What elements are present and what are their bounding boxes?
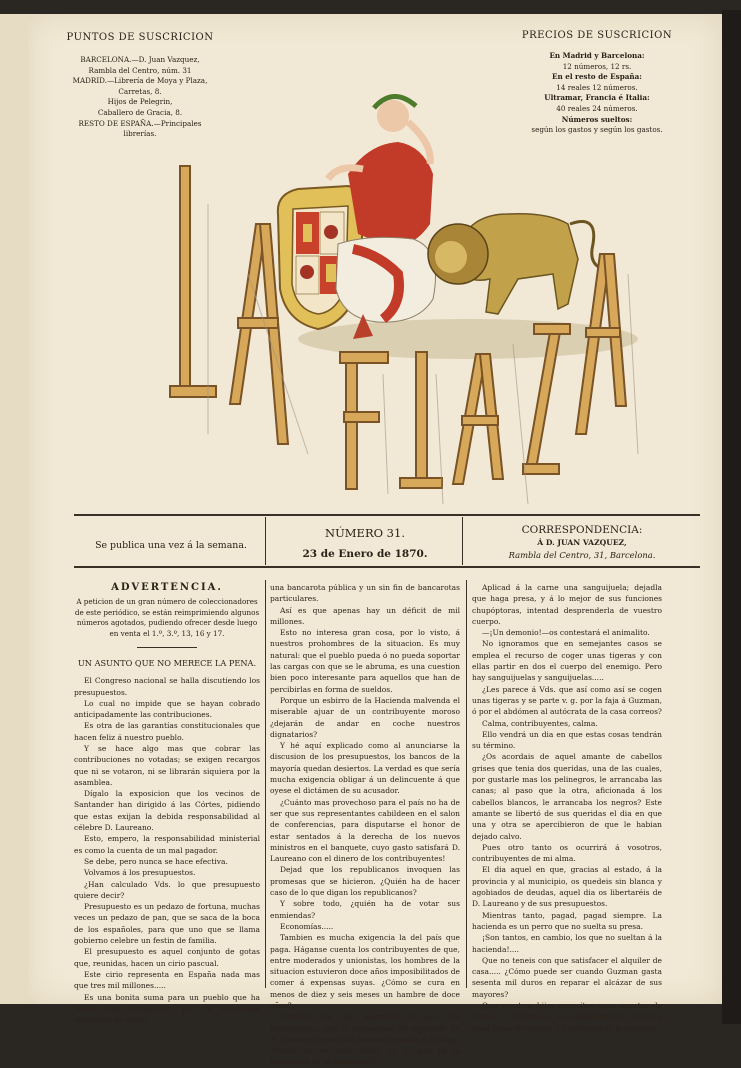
- paragraph: Este cirio representa en España nada mas que tres mil millones.....: [74, 969, 260, 991]
- masthead-illustration: [168, 74, 648, 524]
- subscription-prices-title: PRECIOS DE SUSCRICION: [521, 30, 673, 41]
- letter-f-mid: [344, 412, 379, 422]
- paragraph: Dejad que los republicanos invoquen las promesas que se hicieron. ¿Quién ha de hacer caso de lo que digan los republicanos?: [270, 865, 460, 898]
- paragraph: Aplicad á la carne una sanguijuela; dejadla que haga presa, y á lo mejor de sus funciones chupóptoras, intentad desprenderla de vuestro cuerpo.: [472, 583, 662, 626]
- paragraph: Es otra de las garantías constitucionales que hacen feliz á nuestro pueblo.: [74, 721, 260, 742]
- letter-l-stem: [180, 166, 190, 394]
- paragraph: Se debe, pero nunca se hace efectiva.: [84, 856, 228, 866]
- paragraph: Lo cual no impide que se hayan cobrado anticipadamente las contribuciones.: [74, 698, 260, 720]
- price-line: En Madrid y Barcelona:: [549, 51, 645, 60]
- paragraph: ¿Cuánto mas provechoso para el país no ha de ser que sus representantes cabildeen en el salon de conferencias, para disputarse el honor de estar sentados á la derecha de los nuevos ministros en el banquete, cuyo gasto satisfará D. Laureano con el dinero de los contribuyentes!: [270, 797, 460, 864]
- column-advertencia: [74, 582, 260, 1025]
- correspondence-name: Á D. JUAN VAZQUEZ,: [537, 538, 627, 547]
- column-divider: [265, 580, 266, 988]
- letter-l2-foot: [400, 478, 442, 488]
- subscription-line: BARCELONA.—D. Juan Vazquez,: [80, 55, 200, 64]
- letter-a-bar: [238, 318, 278, 328]
- paragraph: Mientras tanto, pagad, pagad siempre. La hacienda es un perro que no suelta su presa.: [472, 910, 662, 931]
- masthead-artwork: [168, 74, 648, 524]
- paragraph: No ignoramos que en semejantes casos se emplea el recurso de coger unas tigeras y con ellas partir en dos el cuerpo del enemigo. Pero hay sanguijuelas y sanguijuelas.....: [472, 639, 662, 683]
- paragraph: Ello vendrá un dia en que estas cosas tendrán su término.: [472, 729, 662, 751]
- paragraph: —¡Un demonio!—os contestará el animalito.: [482, 628, 650, 638]
- info-bar-divider: [462, 517, 463, 565]
- paragraph: ¿Les parece á Vds. que así como así se cogen unas tigeras y se parte v. g. por la faja á Guzman, ó por el abdómen al autócrata de la casa correos?: [472, 684, 662, 717]
- paragraph: Esto no interesa gran cosa, por lo visto, á nuestros prohombres de la situacion. Es muy natural: que el pueblo pueda ó no pueda soportar las cargas con que se le abruma, es una cuestion bien poco interesante para aquellos que han de percibirlas en forma de sueldos.: [270, 628, 460, 694]
- paragraph: Calma, contribuyentes, calma.: [482, 718, 598, 728]
- issue-date: 23 de Enero de 1870.: [302, 548, 428, 560]
- price-line: según los gastos y según los gastos.: [531, 125, 663, 135]
- newspaper-page: [28, 14, 722, 1067]
- letter-a3-bar: [586, 328, 620, 337]
- paragraph: Pues otro tanto os ocurrirá á vosotros, contribuyentes de mi alma.: [472, 842, 662, 864]
- correspondence-address: Rambla del Centro, 31, Barcelona.: [508, 550, 656, 560]
- price-line: Números sueltos:: [561, 114, 633, 124]
- column-divider: [466, 580, 467, 988]
- paragraph: El Congreso nacional se halla discutiendo los presupuestos.: [74, 676, 260, 697]
- subscription-line: Carretas, 8.: [118, 86, 162, 96]
- letter-c-top: [534, 324, 570, 334]
- paragraph: Volvamos á los presupuestos.: [84, 868, 196, 878]
- subscription-line: librerías.: [123, 129, 157, 139]
- subscription-line: MADRID.—Librería de Moya y Plaza,: [72, 76, 208, 86]
- paragraph: ¿Os acordais de aquel amante de cabellos grises que tenia dos queridas, una de las cuales, por gustarle mas los pelinegros, le arrancaba las canas; al paso que la otra, aficionada á los cabellos blancos, le arrancaba los negros? Este amante se libertó de sus queridas el dia en que una y otra se apercibieron de que le habian dejado calvo.: [472, 752, 662, 841]
- letter-a-left: [230, 224, 266, 404]
- paragraph: Es una bonita suma para un pueblo que ha hecho una revolucion por la necesidad imperiosa de evitar: [74, 992, 260, 1025]
- article-title: UN ASUNTO QUE NO MERECE LA PENA.: [77, 657, 257, 668]
- lion-figure: [428, 214, 603, 314]
- subscription-line: Rambla del Centro, núm. 31: [88, 65, 192, 75]
- paragraph: Así es que apenas hay un déficit de mil millones.: [270, 605, 460, 626]
- paragraph: Que no teneis con que satisfacer el alquiler de casa..... ¿Cómo puede ser cuando Guzman gasta sesenta mil duros en reparar el alcázar de sus mayores?: [472, 955, 662, 999]
- right-book-edge: [722, 10, 741, 1024]
- paragraph: ¿Han calculado Vds. lo que presupuesto quiere decir?: [74, 879, 260, 900]
- subscription-points-title: PUNTOS DE SUSCRICION: [66, 32, 214, 43]
- paragraph: Que vuestros hijos necesitan unos zapatos de cuero..... Paciencia; el subsecretario necesita unas botas de charol, y lo primero es lo primero.: [472, 1000, 662, 1033]
- letter-l2-stem: [416, 352, 427, 487]
- paragraph: Y sobre todo, ¿quién ha de votar sus enmiendas?: [270, 899, 460, 920]
- short-rule: [137, 647, 197, 648]
- letter-c-bottom: [523, 464, 559, 474]
- publication-frequency: Se publica una vez á la semana.: [95, 540, 247, 551]
- paragraph: Economías.....: [280, 921, 334, 931]
- subscription-line: RESTO DE ESPAÑA.—Principales: [78, 118, 202, 128]
- paragraph: Presupuesto es un pedazo de fortuna, muchas veces un pedazo de pan, que se saca de la boca de los españoles, para que uno que se llama gobierno celebre un festin de familia.: [74, 902, 260, 946]
- paragraph: Y se hace algo mas que cobrar las contribuciones no votadas; se exigen recargos que ni se votaron, ni se librarán siquiera por la asamblea.: [74, 744, 260, 787]
- paragraph: Y hé aquí explicado como al anunciarse la discusion de los presupuestos, los bancos de la mayoría quedan desiertos. La verdad es que sería mucha exigencia obligar á un delincuente á que oyese el dictámen de su acusador.: [270, 741, 460, 796]
- info-bar-bottom-rule: [74, 566, 700, 568]
- info-bar-top-rule: [74, 514, 700, 516]
- column-right: [472, 582, 662, 1034]
- subscription-line: Hijos de Pelegrin,: [107, 97, 173, 107]
- letter-f-top: [340, 352, 388, 363]
- column-middle: [270, 582, 460, 1068]
- paragraph: ¡Son tantos, en cambio, los que no sueltan á la hacienda!....: [472, 933, 662, 954]
- price-line: En el resto de España:: [552, 72, 642, 82]
- price-line: Ultramar, Francia é Italia:: [544, 93, 650, 103]
- advertencia-title: ADVERTENCIA.: [111, 582, 223, 593]
- correspondence-title: CORRESPONDENCIA:: [521, 524, 643, 536]
- price-line: 12 números, 12 rs.: [562, 61, 632, 71]
- price-line: 40 reales 24 números.: [556, 103, 638, 113]
- letter-l-foot: [170, 386, 216, 397]
- paragraph: Tambien es mucha exigencia la del país que paga. Háganse cuenta los contribuyentes de que, entre moderados y unionistas, los hombres de la situacion estuvieron doce años imposibilitados de comer á expensas suyas. ¿Cómo se cura en menos de diez y seis meses un hambre de doce años?: [270, 933, 460, 1010]
- subscription-line: Caballero de Gracia, 8.: [97, 107, 183, 117]
- paragraph: Dígalo la exposicion que los vecinos de Santander han dirigido á las Córtes, pidiendo que estas exijan la debida responsabilidad al célebre D. Laureano.: [74, 789, 260, 833]
- paragraph: El presupuesto es aquel conjunto de gotas que, reunidas, hacen un cirio pascual.: [74, 947, 260, 968]
- paragraph: El dia aquel en que, gracias al estado, á la provincia y al municipio, os quedeis sin blanca y agobiados de deudas, aquel dia os libertaréis de D. Laureano y de sus presupuestos.: [472, 865, 662, 909]
- price-line: 14 reales 12 números.: [556, 82, 638, 92]
- paragraph: Porque un esbirro de la Hacienda malvenda el miserable ajuar de un contribuyente moroso ¿dejarán de andar en coche nuestros dignatarios?: [270, 695, 460, 739]
- advertencia-intro: A peticion de un gran número de coleccionadores de este periódico, se están reimprimiendo algunos números agotados, pudiendo ofrecer desde luego en venta el 1.º, 3.º, 13, 16 y 17.: [74, 597, 260, 638]
- left-page-edge: [0, 14, 29, 1004]
- paragraph: Esto, empero, la responsabilidad ministerial es como la cuenta de un mal pagador.: [74, 834, 260, 855]
- paragraph: una bancarota pública y un sin fin de bancarotas particulares.: [270, 583, 460, 604]
- letter-a2-bar: [462, 416, 498, 425]
- info-bar-divider: [265, 517, 266, 565]
- paragraph: Hombre hoy tan agarrado al pan del presupuesto, que si tratásemos de separarle de él, primero dejaria las muelas pegadas á la miga. ¿Quién no se hace cargo de lo que es la hidrofobia de la necesidad?: [270, 1012, 460, 1067]
- issue-number: NÚMERO 31.: [325, 526, 405, 540]
